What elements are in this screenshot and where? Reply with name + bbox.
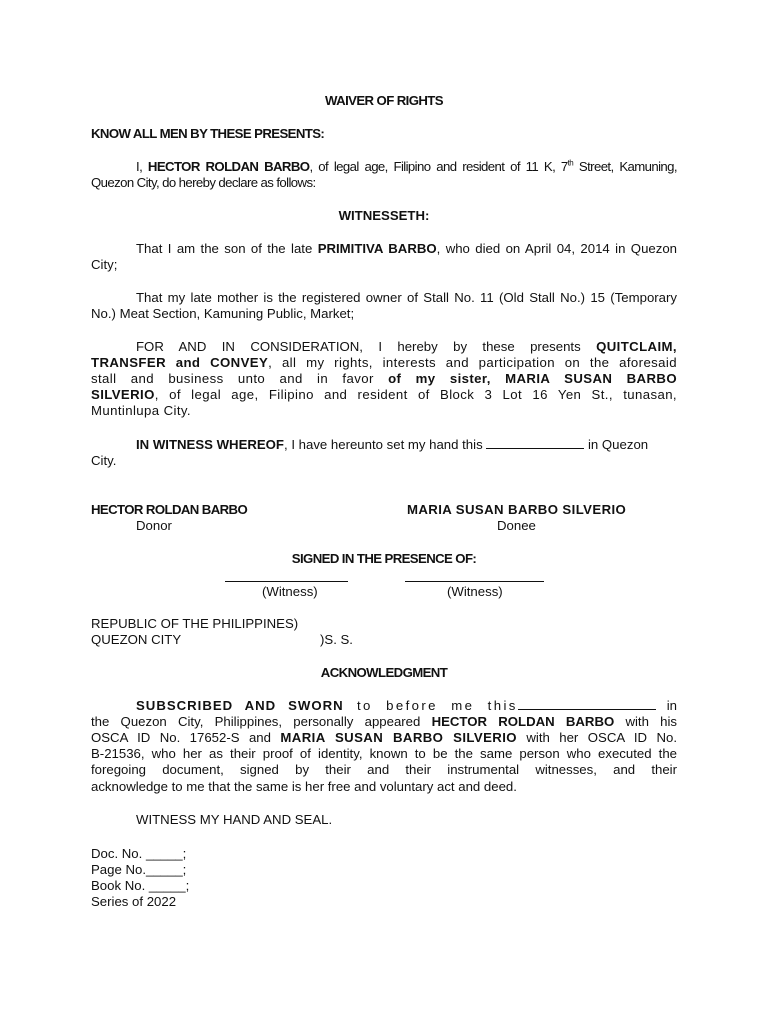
ack-date-blank[interactable] [518, 698, 656, 710]
seal-line: WITNESS MY HAND AND SEAL. [136, 812, 333, 827]
donee-role: Donee [497, 518, 536, 533]
ack-line-5: foregoing document, signed by their and their instrumental witnesses, and their [91, 762, 677, 777]
paragraph-2-line-2: No.) Meat Section, Kamuning Public, Market; [91, 306, 355, 321]
paragraph-3-line-3: stall and business unto and in favor of my sister, MARIA SUSAN BARBO [91, 371, 677, 386]
ack-line-6: acknowledge to me that the same is her free and voluntary act and deed. [91, 779, 517, 794]
paragraph-3-line-5: Muntinlupa City. [91, 403, 191, 418]
intro-line-2: Quezon City, do hereby declare as follows: [91, 175, 316, 190]
venue-line-1: REPUBLIC OF THE PHILIPPINES) [91, 616, 299, 631]
registry-book-no: Book No. _____; [91, 878, 190, 893]
paragraph-3-line-4: SILVERIO, of legal age, Filipino and resident of Block 3 Lot 16 Yen St., tunasan, [91, 387, 677, 402]
witness-2-line[interactable] [405, 581, 544, 582]
ack-line-4: B-21536, who her as their proof of identity, known to be the same person who executed the [91, 746, 677, 761]
acknowledgment-heading: ACKNOWLEDGMENT [320, 665, 448, 680]
declarant-name: HECTOR ROLDAN BARBO [147, 159, 310, 174]
know-all-heading: KNOW ALL MEN BY THESE PRESENTS: [91, 126, 325, 141]
paragraph-4-line-1: IN WITNESS WHEREOF, I have hereunto set my hand this in Quezon [136, 437, 649, 452]
venue-line-2-left: QUEZON CITY [91, 632, 182, 647]
registry-series: Series of 2022 [91, 894, 177, 909]
document-title: WAIVER OF RIGHTS [325, 93, 443, 108]
paragraph-3-line-1: FOR AND IN CONSIDERATION, I hereby by these presents QUITCLAIM, [136, 339, 677, 354]
paragraph-2-line-1: That my late mother is the registered owner of Stall No. 11 (Old Stall No.) 15 (Temporary [136, 290, 677, 305]
paragraph-1-line-2: City; [91, 257, 118, 272]
intro-line-1: I, HECTOR ROLDAN BARBO, of legal age, Filipino and resident of 11 K, 7th Street, Kamuning, [136, 158, 677, 174]
witness-2-label: (Witness) [447, 584, 503, 599]
donor-role: Donor [136, 518, 172, 533]
ack-line-2: the Quezon City, Philippines, personally appeared HECTOR ROLDAN BARBO with his [91, 714, 678, 729]
witness-1-line[interactable] [225, 581, 348, 582]
paragraph-4-line-2: City. [91, 453, 117, 468]
registry-doc-no: Doc. No. _____; [91, 846, 187, 861]
registry-page-no: Page No._____; [91, 862, 187, 877]
venue-line-2-right: )S. S. [320, 632, 353, 647]
witness-1-label: (Witness) [262, 584, 318, 599]
paragraph-1-line-1: That I am the son of the late PRIMITIVA BARBO, who died on April 04, 2014 in Quezon [136, 241, 678, 256]
ack-line-1: SUBSCRIBED AND SWORN to before me this in [136, 698, 677, 713]
presence-heading: SIGNED IN THE PRESENCE OF: [291, 551, 477, 566]
deceased-name: PRIMITIVA BARBO [317, 241, 437, 256]
donor-name: HECTOR ROLDAN BARBO [91, 502, 248, 517]
donee-name: MARIA SUSAN BARBO SILVERIO [407, 502, 627, 517]
paragraph-3-line-2: TRANSFER and CONVEY, all my rights, interests and participation on the aforesaid [91, 355, 677, 370]
ack-line-3: OSCA ID No. 17652-S and MARIA SUSAN BARBO SILVERIO with her OSCA ID No. [91, 730, 677, 745]
witnesseth-heading: WITNESSETH: [338, 208, 430, 223]
date-blank[interactable] [486, 437, 584, 449]
